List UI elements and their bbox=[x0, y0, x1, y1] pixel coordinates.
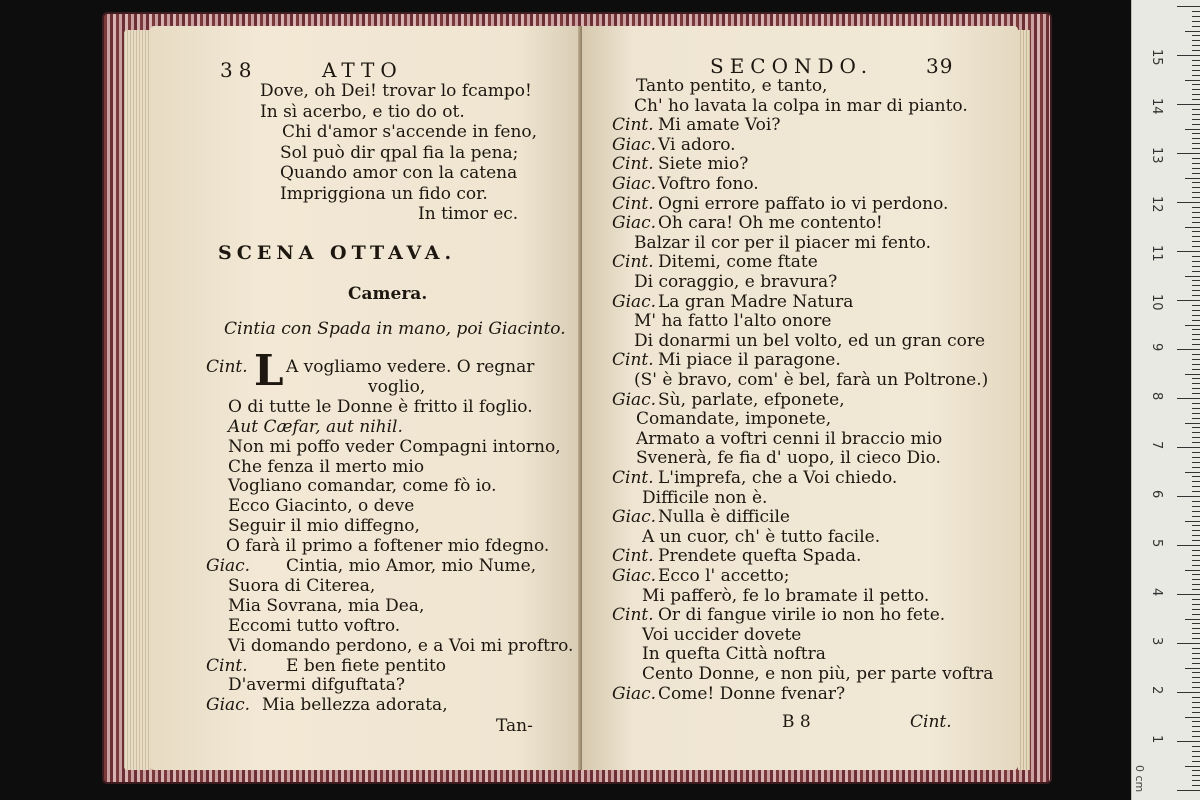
ruler-tick bbox=[1177, 594, 1200, 595]
ruler-tick bbox=[1192, 648, 1200, 649]
dialogue-line: Ditemi, come ftate bbox=[658, 252, 818, 273]
verse-line: In sì acerbo, e tio do ot. bbox=[260, 101, 465, 122]
ruler-tick bbox=[1192, 756, 1200, 757]
left-page bbox=[150, 26, 582, 770]
ruler-tick bbox=[1192, 290, 1200, 291]
dialogue-line: voglio, bbox=[368, 376, 426, 397]
ruler-tick bbox=[1192, 506, 1200, 507]
ruler-tick bbox=[1192, 339, 1200, 340]
dialogue-line: Mia bellezza adorata, bbox=[262, 695, 448, 716]
ruler-tick bbox=[1192, 560, 1200, 561]
speaker-label: Giac. bbox=[612, 683, 657, 704]
speaker-label: Giac. bbox=[612, 507, 657, 528]
ruler-tick bbox=[1192, 261, 1200, 262]
speaker-label: Cint. bbox=[612, 546, 654, 567]
ruler-tick bbox=[1192, 148, 1200, 149]
ruler-tick bbox=[1177, 6, 1200, 7]
ruler-tick bbox=[1192, 476, 1200, 477]
ruler-tick bbox=[1192, 702, 1200, 703]
ruler-tick bbox=[1192, 427, 1200, 428]
ruler-number: 13 bbox=[1149, 147, 1164, 164]
ruler-tick bbox=[1177, 741, 1200, 742]
dialogue-line: Seguir il mio diffegno, bbox=[228, 516, 420, 537]
ruler-tick bbox=[1192, 84, 1200, 85]
ruler-tick bbox=[1192, 271, 1200, 272]
dialogue-line: Come! Donne fvenar? bbox=[658, 683, 846, 704]
speaker-label: Giac. bbox=[612, 389, 657, 410]
ruler-tick bbox=[1192, 555, 1200, 556]
ruler-tick bbox=[1192, 614, 1200, 615]
dialogue-line: Oh cara! Oh me contento! bbox=[658, 213, 883, 234]
running-head: SECONDO. bbox=[710, 54, 874, 78]
dialogue-line: Ecco Giacinto, o deve bbox=[228, 496, 415, 517]
ruler-tick bbox=[1192, 246, 1200, 247]
dialogue-line: D'avermi difguftata? bbox=[228, 675, 405, 696]
dialogue-line: Eccomi tutto voftro. bbox=[228, 615, 401, 636]
ruler-tick bbox=[1177, 104, 1200, 105]
dialogue-line: Vi domando perdono, e a Voi mi proftro. bbox=[228, 635, 574, 656]
ruler-tick bbox=[1192, 746, 1200, 747]
ruler-tick bbox=[1185, 717, 1200, 718]
dialogue-line: Mi piace il paragone. bbox=[658, 350, 841, 371]
ruler-tick bbox=[1192, 574, 1200, 575]
dialogue-line: Cintia, mio Amor, mio Nume, bbox=[286, 556, 537, 576]
ruler-tick bbox=[1192, 628, 1200, 629]
ruler-tick bbox=[1192, 584, 1200, 585]
ruler-tick bbox=[1192, 158, 1200, 159]
dialogue-line: Mi amate Voi? bbox=[658, 115, 781, 136]
catchword: Tan- bbox=[496, 716, 533, 736]
ruler-number: 3 bbox=[1149, 637, 1164, 646]
ruler-tick bbox=[1192, 21, 1200, 22]
ruler-tick bbox=[1192, 481, 1200, 482]
dialogue-line: Balzar il cor per il piacer mi fento. bbox=[634, 232, 932, 253]
speaker-label: Giac. bbox=[612, 566, 657, 586]
ruler-tick bbox=[1192, 236, 1200, 237]
ruler-tick bbox=[1192, 589, 1200, 590]
ruler-tick bbox=[1192, 329, 1200, 330]
ruler-tick bbox=[1192, 388, 1200, 389]
ruler-tick bbox=[1192, 604, 1200, 605]
ruler-tick bbox=[1192, 94, 1200, 95]
dialogue-line: Di coraggio, e bravura? bbox=[634, 272, 838, 292]
dialogue-line: La gran Madre Natura bbox=[658, 291, 854, 312]
verse-line: Chi d'amor s'accende in feno, bbox=[282, 122, 538, 142]
dialogue-line: Tanto pentito, e tanto, bbox=[636, 76, 828, 96]
ruler-tick bbox=[1177, 790, 1200, 791]
ruler-tick bbox=[1192, 60, 1200, 61]
ruler-tick bbox=[1192, 761, 1200, 762]
ruler-tick bbox=[1192, 65, 1200, 66]
ruler-tick bbox=[1192, 653, 1200, 654]
ruler-tick bbox=[1192, 432, 1200, 433]
ruler-tick bbox=[1192, 511, 1200, 512]
ruler-tick bbox=[1192, 334, 1200, 335]
ruler-tick bbox=[1192, 565, 1200, 566]
ruler-tick bbox=[1192, 682, 1200, 683]
ruler-tick bbox=[1192, 26, 1200, 27]
ruler-tick bbox=[1192, 442, 1200, 443]
ruler-tick bbox=[1177, 55, 1200, 56]
dialogue-line: In quefta Città noftra bbox=[642, 644, 826, 665]
ruler-number: 11 bbox=[1149, 245, 1164, 262]
ruler-tick bbox=[1192, 550, 1200, 551]
ruler-tick bbox=[1192, 687, 1200, 688]
ruler-tick bbox=[1192, 525, 1200, 526]
ruler-tick bbox=[1192, 486, 1200, 487]
ruler-tick bbox=[1177, 398, 1200, 399]
verse-line: Dove, oh Dei! trovar lo fcampo! bbox=[260, 81, 532, 101]
dialogue-line: Ch' ho lavata la colpa in mar di pianto. bbox=[634, 95, 968, 116]
ruler-tick bbox=[1192, 633, 1200, 634]
dialogue-line: Or di fangue virile io non ho fete. bbox=[658, 605, 946, 626]
ruler-tick bbox=[1192, 124, 1200, 125]
right-page bbox=[582, 26, 1018, 770]
ruler-tick bbox=[1192, 462, 1200, 463]
ruler-tick bbox=[1192, 280, 1200, 281]
ruler-tick bbox=[1185, 668, 1200, 669]
ruler-tick bbox=[1192, 726, 1200, 727]
speaker-label: Giac. bbox=[612, 291, 657, 312]
ruler-tick bbox=[1192, 75, 1200, 76]
dialogue-line: Svenerà, fe fia d' uopo, il cieco Dio. bbox=[636, 448, 941, 469]
ruler-tick bbox=[1185, 766, 1200, 767]
ruler-number: 7 bbox=[1149, 441, 1164, 450]
page-edges-right bbox=[1018, 30, 1030, 770]
dialogue-line: Comandate, imponete, bbox=[636, 409, 832, 430]
ruler-tick bbox=[1192, 192, 1200, 193]
dialogue-line: Non mi poffo veder Compagni intorno, bbox=[228, 436, 561, 457]
speaker-label: Cint. bbox=[612, 252, 654, 273]
ruler-tick bbox=[1192, 109, 1200, 110]
ruler-tick bbox=[1192, 393, 1200, 394]
ruler-tick bbox=[1192, 751, 1200, 752]
ruler-tick bbox=[1185, 325, 1200, 326]
ruler-tick bbox=[1185, 129, 1200, 130]
speaker-label: Cint. bbox=[206, 357, 248, 377]
ruler-tick bbox=[1192, 364, 1200, 365]
ruler-tick bbox=[1192, 638, 1200, 639]
ruler-tick bbox=[1192, 305, 1200, 306]
ruler-tick bbox=[1192, 452, 1200, 453]
ruler-tick bbox=[1192, 315, 1200, 316]
ruler-number: 5 bbox=[1149, 539, 1164, 548]
page-number: 38 bbox=[220, 58, 258, 82]
ruler-tick bbox=[1192, 609, 1200, 610]
ruler-tick bbox=[1192, 697, 1200, 698]
ruler-tick bbox=[1192, 285, 1200, 286]
dialogue-line: Nulla è difficile bbox=[658, 507, 790, 528]
ruler-tick bbox=[1177, 349, 1200, 350]
ruler-tick bbox=[1192, 163, 1200, 164]
stage-direction: Cintia con Spada in mano, poi Giacinto. bbox=[224, 319, 566, 339]
ruler-tick bbox=[1192, 197, 1200, 198]
ruler-tick bbox=[1192, 672, 1200, 673]
ruler-tick bbox=[1185, 80, 1200, 81]
ruler-tick bbox=[1192, 212, 1200, 213]
ruler-tick bbox=[1185, 374, 1200, 375]
ruler-tick bbox=[1192, 138, 1200, 139]
ruler-tick bbox=[1177, 153, 1200, 154]
ruler-tick bbox=[1192, 310, 1200, 311]
ruler-tick bbox=[1192, 501, 1200, 502]
speaker-label: Cint. bbox=[612, 605, 654, 626]
speaker-label: Giac. bbox=[206, 695, 251, 716]
ruler-tick bbox=[1192, 721, 1200, 722]
ruler-tick bbox=[1185, 619, 1200, 620]
ruler-tick bbox=[1192, 89, 1200, 90]
dialogue-line: Difficile non è. bbox=[642, 487, 768, 508]
ruler-tick bbox=[1185, 570, 1200, 571]
ruler-tick bbox=[1192, 114, 1200, 115]
dialogue-line: Mia Sovrana, mia Dea, bbox=[228, 595, 425, 616]
ruler-tick bbox=[1192, 516, 1200, 517]
dialogue-line: Armato a voftri cenni il braccio mio bbox=[636, 428, 943, 449]
dialogue-line: Vi adoro. bbox=[658, 134, 736, 155]
ruler-unit: 0 cm bbox=[1133, 765, 1146, 793]
dialogue-line: Suora di Citerea, bbox=[228, 575, 376, 596]
ruler-tick bbox=[1192, 658, 1200, 659]
dialogue-line: Mi pafferò, fe lo bramate il petto. bbox=[642, 585, 930, 606]
ruler-number: 6 bbox=[1149, 490, 1164, 499]
ruler-tick bbox=[1192, 712, 1200, 713]
dialogue-line: A un cuor, ch' è tutto facile. bbox=[642, 526, 881, 547]
ruler-tick bbox=[1185, 423, 1200, 424]
ruler-tick bbox=[1192, 369, 1200, 370]
ruler-number: 15 bbox=[1149, 49, 1164, 66]
ruler-tick bbox=[1192, 530, 1200, 531]
speaker-label: Cint. bbox=[612, 468, 654, 488]
catchword: Cint. bbox=[910, 712, 952, 732]
ruler-tick bbox=[1192, 70, 1200, 71]
ruler-tick bbox=[1192, 780, 1200, 781]
ruler-tick bbox=[1192, 119, 1200, 120]
ruler-tick bbox=[1192, 99, 1200, 100]
speaker-label: Giac. bbox=[206, 556, 251, 576]
verse-line: In timor ec. bbox=[418, 204, 519, 224]
verse-line: Quando amor con la catena bbox=[280, 163, 518, 183]
dialogue-line: Siete mio? bbox=[658, 154, 749, 175]
ruler-tick bbox=[1185, 521, 1200, 522]
ruler-tick bbox=[1192, 677, 1200, 678]
dialogue-line: Cento Donne, e non più, per parte voftra bbox=[642, 664, 994, 684]
page-edges-left bbox=[124, 30, 150, 770]
ruler-tick bbox=[1192, 11, 1200, 12]
ruler-number: 1 bbox=[1149, 735, 1164, 744]
verse-line: Sol può dir qpal fia la pena; bbox=[280, 142, 519, 163]
ruler-tick bbox=[1192, 378, 1200, 379]
ruler-number: 4 bbox=[1149, 588, 1164, 597]
scene-setting: Camera. bbox=[348, 284, 428, 304]
ruler-tick bbox=[1192, 535, 1200, 536]
ruler-tick bbox=[1192, 491, 1200, 492]
dialogue-line: L'imprefa, che a Voi chiedo. bbox=[658, 468, 898, 488]
signature-mark: B 8 bbox=[782, 712, 811, 732]
ruler-tick bbox=[1192, 168, 1200, 169]
ruler-number: 14 bbox=[1149, 98, 1164, 115]
ruler-number: 8 bbox=[1149, 392, 1164, 401]
measuring-ruler bbox=[1131, 0, 1200, 800]
ruler-tick bbox=[1192, 707, 1200, 708]
ruler-tick bbox=[1192, 467, 1200, 468]
dialogue-line: M' ha fatto l'alto onore bbox=[634, 311, 832, 332]
ruler-tick bbox=[1177, 251, 1200, 252]
dialogue-line: (S' è bravo, com' è bel, farà un Poltrone.) bbox=[634, 370, 989, 390]
dialogue-line: Prendete quefta Spada. bbox=[658, 546, 862, 567]
ruler-tick bbox=[1192, 45, 1200, 46]
ruler-tick bbox=[1177, 643, 1200, 644]
speaker-label: Cint. bbox=[612, 350, 654, 371]
ruler-tick bbox=[1192, 408, 1200, 409]
ruler-tick bbox=[1185, 276, 1200, 277]
ruler-tick bbox=[1192, 231, 1200, 232]
ruler-tick bbox=[1192, 599, 1200, 600]
ruler-tick bbox=[1192, 143, 1200, 144]
dialogue-line: Sù, parlate, efponete, bbox=[658, 389, 845, 410]
ruler-tick bbox=[1192, 359, 1200, 360]
ruler-tick bbox=[1192, 413, 1200, 414]
ruler-tick bbox=[1177, 300, 1200, 301]
ruler-tick bbox=[1192, 16, 1200, 17]
ruler-tick bbox=[1192, 344, 1200, 345]
ruler-tick bbox=[1177, 447, 1200, 448]
dialogue-line: Ecco l' accetto; bbox=[658, 566, 790, 586]
dialogue-line: Voftro fono. bbox=[658, 174, 759, 194]
ruler-tick bbox=[1185, 178, 1200, 179]
speaker-label: Cint. bbox=[612, 193, 654, 214]
ruler-tick bbox=[1185, 472, 1200, 473]
ruler-tick bbox=[1192, 256, 1200, 257]
ruler-tick bbox=[1192, 266, 1200, 267]
dialogue-line: Voi uccider dovete bbox=[642, 624, 802, 645]
dialogue-line: Aut Cæfar, aut nihil. bbox=[228, 416, 403, 437]
speaker-label: Giac. bbox=[612, 134, 657, 155]
ruler-tick bbox=[1192, 736, 1200, 737]
ruler-number: 9 bbox=[1149, 343, 1164, 352]
ruler-tick bbox=[1192, 457, 1200, 458]
ruler-tick bbox=[1177, 202, 1200, 203]
ruler-tick bbox=[1192, 731, 1200, 732]
ruler-tick bbox=[1192, 182, 1200, 183]
ruler-tick bbox=[1192, 623, 1200, 624]
ruler-tick bbox=[1177, 496, 1200, 497]
ruler-number: 10 bbox=[1149, 294, 1164, 311]
ruler-tick bbox=[1192, 241, 1200, 242]
dialogue-line: Di donarmi un bel volto, ed un gran core bbox=[634, 330, 986, 351]
ruler-tick bbox=[1192, 173, 1200, 174]
ruler-tick bbox=[1192, 663, 1200, 664]
dialogue-line: O farà il primo a foftener mio fdegno. bbox=[226, 536, 550, 557]
ruler-tick bbox=[1192, 40, 1200, 41]
ruler-tick bbox=[1192, 403, 1200, 404]
ruler-tick bbox=[1192, 207, 1200, 208]
ruler-tick bbox=[1192, 418, 1200, 419]
ruler-tick bbox=[1192, 579, 1200, 580]
dialogue-line: E ben fiete pentito bbox=[286, 655, 447, 676]
ruler-number: 12 bbox=[1149, 196, 1164, 213]
ruler-tick bbox=[1192, 187, 1200, 188]
ruler-tick bbox=[1192, 50, 1200, 51]
page-number: 39 bbox=[926, 54, 954, 78]
scene-title: SCENA OTTAVA. bbox=[218, 242, 457, 264]
ruler-tick bbox=[1192, 295, 1200, 296]
speaker-label: Cint. bbox=[206, 655, 248, 676]
ruler-tick bbox=[1192, 320, 1200, 321]
ruler-tick bbox=[1192, 133, 1200, 134]
verse-line: Impriggiona un fido cor. bbox=[280, 183, 488, 204]
speaker-label: Giac. bbox=[612, 174, 657, 194]
ruler-tick bbox=[1177, 545, 1200, 546]
ruler-tick bbox=[1192, 540, 1200, 541]
ruler-tick bbox=[1192, 770, 1200, 771]
dialogue-line: A vogliamo vedere. O regnar bbox=[286, 357, 535, 377]
ruler-tick bbox=[1177, 692, 1200, 693]
ruler-tick bbox=[1192, 775, 1200, 776]
dialogue-line: O di tutte le Donne è fritto il foglio. bbox=[228, 396, 533, 417]
speaker-label: Cint. bbox=[612, 154, 654, 175]
ruler-tick bbox=[1192, 35, 1200, 36]
ruler-tick bbox=[1192, 222, 1200, 223]
ruler-tick bbox=[1192, 383, 1200, 384]
drop-cap: L bbox=[254, 346, 284, 395]
ruler-number: 2 bbox=[1149, 686, 1164, 695]
ruler-tick bbox=[1192, 217, 1200, 218]
ruler-tick bbox=[1192, 437, 1200, 438]
dialogue-line: Che fenza il merto mio bbox=[228, 456, 425, 477]
ruler-tick bbox=[1185, 227, 1200, 228]
running-head: ATTO bbox=[322, 58, 403, 82]
speaker-label: Giac. bbox=[612, 213, 657, 234]
dialogue-line: Ogni errore paffato io vi perdono. bbox=[658, 193, 949, 214]
ruler-tick bbox=[1192, 785, 1200, 786]
ruler-tick bbox=[1185, 31, 1200, 32]
ruler-tick bbox=[1192, 354, 1200, 355]
dialogue-line: Vogliano comandar, come fò io. bbox=[228, 476, 497, 497]
speaker-label: Cint. bbox=[612, 115, 654, 136]
